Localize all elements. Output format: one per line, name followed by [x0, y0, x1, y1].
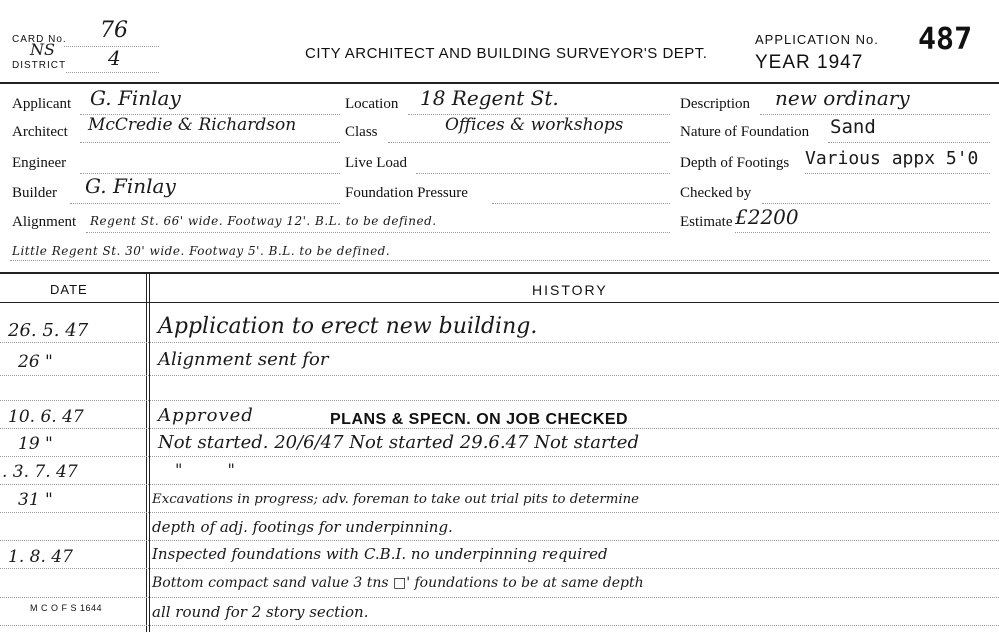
history-column-header: HISTORY: [532, 282, 608, 298]
engineer-label: Engineer: [12, 155, 67, 171]
history-date: 31 ": [18, 490, 53, 510]
district-mark: NS: [30, 40, 55, 59]
approval-stamp: PLANS & SPECN. ON JOB CHECKED: [330, 411, 629, 428]
department-title: CITY ARCHITECT AND BUILDING SURVEYOR'S DEPT.: [305, 45, 708, 62]
history-entry: " ": [175, 460, 235, 479]
estimate-label: Estimate: [680, 214, 733, 230]
history-date: 26. 5. 47: [8, 320, 89, 341]
foundation-nature-value: Sand: [830, 116, 876, 138]
foundation-nature-label: Nature of Foundation: [680, 124, 810, 140]
applicant-value: G. Finlay: [90, 86, 181, 110]
history-entry: all round for 2 story section.: [152, 603, 369, 621]
history-entry: depth of adj. footings for underpinning.: [152, 518, 453, 536]
foundation-pressure-label: Foundation Pressure: [345, 185, 468, 201]
class-label: Class: [345, 124, 378, 140]
class-value: Offices & workshops: [445, 115, 624, 135]
year-label: YEAR 1947: [755, 52, 864, 73]
estimate-value: £2200: [735, 205, 799, 229]
alignment-label: Alignment: [12, 214, 77, 230]
history-entry: Excavations in progress; adv. foreman to take out trial pits to determine: [152, 492, 640, 507]
history-entry: Inspected foundations with C.B.I. no underpinning required: [152, 545, 608, 563]
applicant-label: Applicant: [12, 96, 72, 112]
alignment-value: Regent St. 66' wide. Footway 12'. B.L. to be defined.: [90, 214, 437, 228]
district-label: DISTRICT: [12, 60, 67, 71]
location-label: Location: [345, 96, 399, 112]
history-entry: Not started. 20/6/47 Not started 29.6.47 Not started: [158, 432, 639, 453]
history-date: . 3. 7. 47: [2, 462, 78, 482]
footings-label: Depth of Footings: [680, 155, 790, 171]
date-column-header: DATE: [50, 282, 88, 297]
card-number: 76: [100, 18, 128, 43]
history-entry: Alignment sent for: [158, 349, 329, 370]
form-code: M C O F S 1644: [30, 603, 103, 613]
builder-label: Builder: [12, 185, 57, 201]
history-date: 19 ": [18, 434, 53, 454]
history-entry: Application to erect new building.: [158, 314, 538, 339]
card-label: CARD No.: [12, 34, 67, 45]
builder-value: G. Finlay: [85, 174, 176, 198]
history-entry: Approved: [158, 405, 254, 426]
footings-value: Various appx 5'0: [805, 148, 979, 169]
location-value: 18 Regent St.: [420, 86, 559, 110]
alignment-value-2: Little Regent St. 30' wide. Footway 5'. B.L. to be defined.: [12, 244, 391, 258]
description-label: Description: [680, 96, 750, 112]
application-label: APPLICATION No.: [755, 32, 879, 47]
history-date: 10. 6. 47: [8, 407, 84, 427]
history-entry: Bottom compact sand value 3 tns □' foundations to be at same depth: [152, 575, 644, 591]
checked-by-label: Checked by: [680, 185, 752, 201]
application-number: 487: [918, 22, 973, 57]
architect-value: McCredie & Richardson: [88, 115, 297, 135]
description-value: new ordinary: [775, 86, 910, 110]
live-load-label: Live Load: [345, 155, 408, 171]
history-date: 26 ": [18, 352, 53, 372]
architect-label: Architect: [12, 124, 68, 140]
district-number: 4: [108, 46, 121, 70]
history-date: 1. 8. 47: [8, 547, 73, 567]
